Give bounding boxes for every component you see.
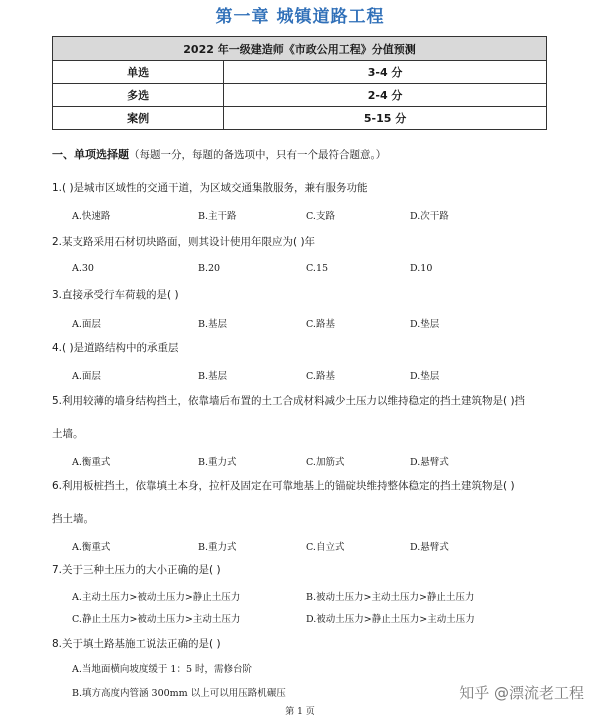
option-d: D.悬臂式: [410, 457, 449, 468]
score-range: 3-4 分: [224, 61, 547, 84]
score-prediction-table: [52, 36, 547, 130]
question-3: 3.直接承受行车荷载的是( ): [52, 289, 179, 301]
table-header: 2022 年一级建造师《市政公用工程》分值预测: [53, 37, 547, 61]
question-type: 案例: [53, 107, 224, 130]
question-2-options: [72, 263, 532, 277]
option-b: B.基层: [198, 319, 228, 330]
question-3-options: [72, 316, 532, 330]
table-header-row: [53, 37, 547, 61]
option-d: D.垫层: [410, 371, 440, 382]
question-5-continued: 土墙。: [52, 428, 84, 440]
option-d: D.垫层: [410, 319, 440, 330]
option-d: D.次干路: [410, 211, 449, 222]
score-range: 5-15 分: [224, 107, 547, 130]
section-note: （每题一分，每题的备选项中，只有一个最符合题意。）: [129, 149, 387, 161]
option-d: D.悬臂式: [410, 542, 449, 553]
option-a: A.主动土压力>被动土压力>静止土压力: [72, 592, 241, 603]
option-b: B.重力式: [198, 542, 237, 553]
question-2: 2.某支路采用石材切块路面，则其设计使用年限应为( )年: [52, 236, 316, 248]
option-a: A.快速路: [72, 211, 111, 222]
question-type: 多选: [53, 84, 224, 107]
option-c: C.支路: [306, 211, 335, 222]
question-5-options: [72, 454, 532, 468]
question-4: 4.( )是道路结构中的承重层: [52, 342, 179, 354]
question-7: 7.关于三种土压力的大小正确的是( ): [52, 564, 221, 576]
option-a: A.面层: [72, 319, 101, 330]
option-c: C.路基: [306, 319, 335, 330]
option-a: A.当地面横向坡度缓于 1：5 时，需修台阶: [72, 664, 253, 675]
table-row: [53, 84, 547, 107]
question-type: 单选: [53, 61, 224, 84]
section-title: 一、单项选择题: [52, 148, 129, 161]
question-5: 5.利用较薄的墙身结构挡土，依靠墙后布置的土工合成材料减少土压力以维持稳定的挡土建筑物是( )挡: [52, 395, 526, 407]
option-c: C.自立式: [306, 542, 345, 553]
option-b: B.基层: [198, 371, 228, 382]
question-6-continued: 挡土墙。: [52, 513, 94, 525]
option-a: A.衡重式: [72, 457, 111, 468]
section-heading: [52, 146, 386, 162]
option-b: B.被动土压力>主动土压力>静止土压力: [306, 592, 475, 603]
option-c: C.路基: [306, 371, 335, 382]
question-6: 6.利用板桩挡土，依靠填土本身，拉杆及固定在可靠地基上的锚碇块维持整体稳定的挡土建筑物是( ): [52, 480, 515, 492]
option-d: D.被动土压力>静止土压力>主动土压力: [306, 614, 475, 625]
question-1-options: [72, 208, 532, 222]
question-8: 8.关于填土路基施工说法正确的是( ): [52, 638, 221, 650]
option-b: B.重力式: [198, 457, 237, 468]
chapter-title: 第一章 城镇道路工程: [215, 7, 385, 27]
table-row: [53, 107, 547, 130]
question-4-options: [72, 368, 532, 382]
option-a: A.面层: [72, 371, 101, 382]
question-1: 1.( )是城市区域性的交通干道，为区域交通集散服务，兼有服务功能: [52, 182, 368, 194]
question-6-options: [72, 539, 532, 553]
option-b: B.填方高度内管涵 300mm 以上可以用压路机碾压: [72, 688, 286, 699]
option-b: B.20: [198, 263, 221, 274]
score-range: 2-4 分: [224, 84, 547, 107]
table-row: [53, 61, 547, 84]
question-7-options-row-2: [72, 611, 532, 625]
page-number: 第 1 页: [285, 707, 315, 717]
option-b: B.主干路: [198, 211, 237, 222]
question-7-options-row-1: [72, 589, 532, 603]
option-a: A.衡重式: [72, 542, 111, 553]
option-c: C.加筋式: [306, 457, 345, 468]
option-a: A.30: [72, 263, 94, 274]
option-d: D.10: [410, 263, 433, 274]
watermark: 知乎 @漂流老工程: [459, 684, 584, 702]
option-c: C.15: [306, 263, 329, 274]
option-c: C.静止土压力>被动土压力>主动土压力: [72, 614, 241, 625]
